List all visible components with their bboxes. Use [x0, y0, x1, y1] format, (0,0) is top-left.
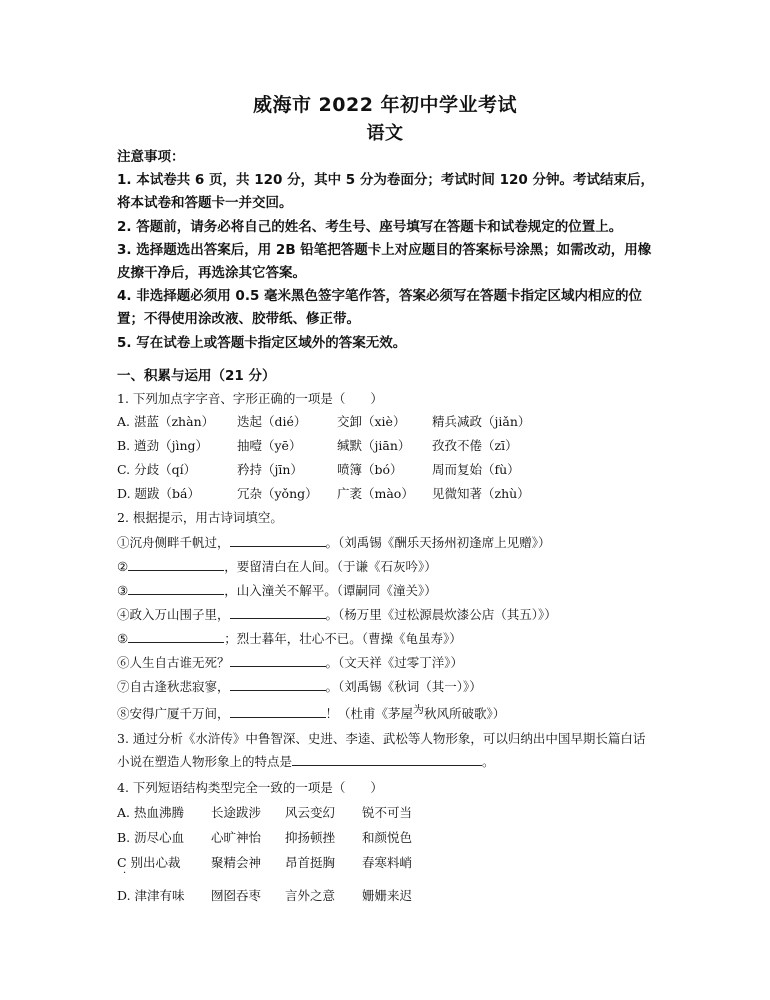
note-item: 1. 本试卷共 6 页，共 120 分，其中 5 分为卷面分；考试时间 120 分钟。考试结束后，将本试卷和答题卡一并交回。	[117, 172, 654, 212]
q2-pre: ③	[117, 583, 129, 598]
note-item: 3. 选择题选出答案后，用 2B 铅笔把答题卡上对应题目的答案标号涂黑；如需改动，用橡皮擦干净后，再选涂其它答案。	[117, 241, 652, 282]
q4-option-text: 心旷神怡	[211, 830, 262, 845]
exam-subject: 语文	[366, 123, 404, 144]
q2-raised-char: 为	[413, 703, 425, 716]
answer-blank[interactable]	[292, 753, 482, 766]
q2-pre: ⑤	[117, 631, 129, 646]
q4-option-text: D. 津津有味	[117, 888, 185, 903]
q2-line-3	[117, 581, 437, 599]
q2-post: ；烈士暮年，壮心不已。（曹操《龟虽寿》）	[224, 631, 462, 646]
q2-post: ，山入潼关不解平。（谭嗣同《潼关》）	[224, 583, 437, 598]
q1-option-text: 见微知著（zhù）	[432, 486, 530, 501]
notes-block	[117, 146, 657, 355]
q4-option-text: B. 沥尽心血	[117, 830, 185, 845]
q1-option-text: 周而复始（fù）	[432, 462, 520, 477]
q4-option-text: 锐不可当	[362, 805, 413, 820]
q1-option-text: 喷簿（bó）	[337, 462, 403, 477]
q3-end: 。	[482, 754, 495, 769]
q1-option-text: 广袤（mào）	[337, 486, 414, 501]
q2-pre: ②	[117, 559, 129, 574]
q2-line-1	[117, 533, 551, 551]
q2-pre: ⑧安得广厦千万间，	[117, 706, 230, 721]
q4-option-text: A. 热血沸腾	[117, 805, 184, 820]
q2-pre: ⑥人生自古谁无死？	[117, 655, 230, 670]
answer-blank[interactable]	[128, 582, 224, 595]
notes-heading: 注意事项：	[117, 149, 185, 165]
answer-blank[interactable]	[230, 705, 326, 718]
q4-option-text: 姗姗来迟	[362, 888, 413, 903]
exam-title: 威海市 2022 年初中学业考试	[252, 94, 518, 116]
note-item: 4. 非选择题必须用 0.5 毫米黑色签字笔作答，答案必须写在答题卡指定区域内相应的位置；不得使用涂改液、胶带纸、修正带。	[117, 288, 643, 328]
q2-line-4	[117, 605, 557, 623]
note-item: 2. 答题前，请务必将自己的姓名、考生号、座号填写在答题卡和试卷规定的位置上。	[117, 218, 623, 235]
question-3	[117, 727, 657, 773]
question-1-stem: 1. 下列加点字字音、字形正确的一项是（ ）	[117, 391, 383, 406]
q2-line-2	[117, 557, 437, 575]
q1-option-text: 矜持（jīn）	[237, 462, 303, 477]
q4-option-text: 风云变幻	[285, 805, 336, 820]
q2-line-7	[117, 677, 482, 695]
answer-blank[interactable]	[128, 558, 224, 571]
question-2-stem: 2. 根据提示，用古诗词填空。	[117, 510, 283, 525]
q1-option-text: 缄默（jiān）	[337, 438, 411, 453]
q2-line-6	[117, 653, 463, 671]
q1-option-text: 交卸（xiè）	[337, 414, 406, 429]
q2-pre: ①沉舟侧畔千帆过，	[117, 535, 230, 550]
q4-option-text: 抑扬顿挫	[285, 830, 336, 845]
q2-line-8	[117, 704, 505, 722]
section-heading: 一、积累与运用（21 分）	[117, 368, 276, 384]
q2-post: ，要留清白在人间。（于谦《石灰吟》）	[224, 559, 437, 574]
q4-option-text: 囫囵吞枣	[211, 888, 262, 903]
q4-option-text: 昂首挺胸	[285, 855, 336, 870]
q1-option-text: 冗杂（yǒng）	[237, 486, 318, 501]
q4-option-text: 春寒料峭	[362, 855, 413, 870]
answer-blank[interactable]	[230, 606, 326, 619]
q4-option-text: 长途跋涉	[211, 805, 262, 820]
q4-option-text: 聚精会神	[211, 855, 262, 870]
q1-option-text: A. 湛蓝（zhàn）	[117, 414, 215, 429]
q2-post: ！（杜甫《茅屋	[325, 706, 414, 721]
answer-blank[interactable]	[230, 534, 326, 547]
q2-post: 。（刘禹锡《酬乐天扬州初逢席上见赠》）	[325, 535, 551, 550]
q4-option-text: 言外之意	[285, 888, 336, 903]
q1-option-text: 精兵减政（jiǎn）	[432, 414, 531, 429]
q1-option-text: 抽噎（yē）	[237, 438, 302, 453]
q1-option-text: C. 分歧（qí）	[117, 462, 197, 477]
emphasis-dot: ·	[123, 868, 127, 879]
note-item: 5. 写在试卷上或答题卡指定区域外的答案无效。	[117, 334, 407, 351]
q2-pre: ④政入万山围子里，	[117, 607, 230, 622]
question-4-stem: 4. 下列短语结构类型完全一致的一项是（ ）	[117, 780, 383, 795]
answer-blank[interactable]	[230, 654, 326, 667]
q1-option-text: D. 题跋（bá）	[117, 486, 200, 501]
q4-option-text: 和颜悦色	[362, 830, 413, 845]
q2-post: 。（文天祥《过零丁洋》）	[325, 655, 464, 670]
answer-blank[interactable]	[230, 678, 326, 691]
q2-pre: ⑦自古逢秋悲寂寥，	[117, 679, 230, 694]
q1-option-text: 孜孜不倦（zī）	[432, 438, 518, 453]
q4-option-text: C 别出心裁	[117, 855, 181, 870]
q1-option-text: B. 遒劲（jìng）	[117, 438, 209, 453]
answer-blank[interactable]	[128, 630, 224, 643]
q2-post: 。（刘禹锡《秋词（其一）》）	[325, 679, 482, 694]
q2-line-5	[117, 629, 462, 647]
q3-text: 3. 通过分析《水浒传》中鲁智深、史进、李逵、武松等人物形象，可以归纳出中国早期长篇白话小说在塑造人物形象上的特点是	[117, 731, 646, 769]
q2-tail: 秋风所破歌》）	[424, 706, 506, 721]
q2-post: 。（杨万里《过松源晨炊漆公店（其五）》）	[325, 607, 557, 622]
q1-option-text: 迭起（dié）	[237, 414, 307, 429]
